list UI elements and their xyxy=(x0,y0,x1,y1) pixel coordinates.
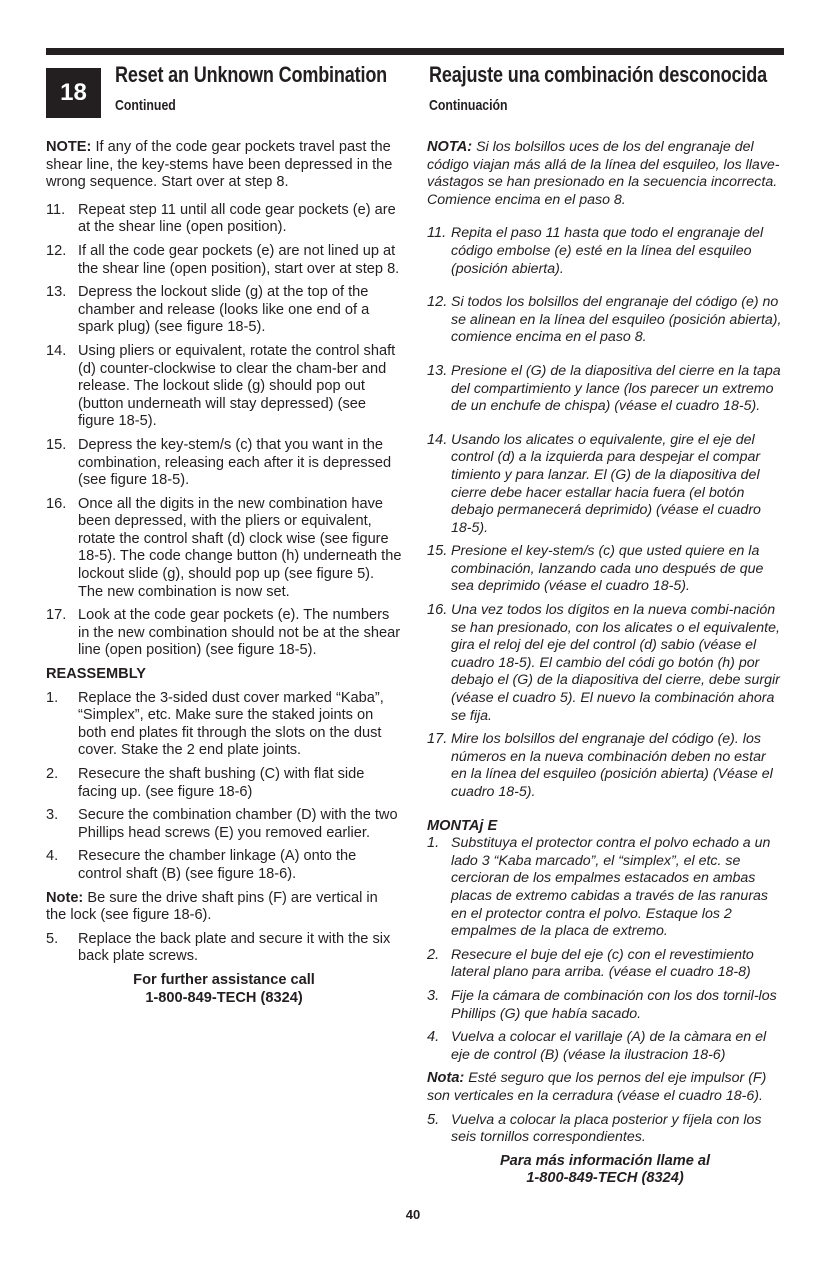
reassembly-step-en-1: 1. Replace the 3-sided dust cover marked “Kaba”, “Simplex”, etc. Make sure the staked joints on both end plates fit through the slots on the dust cover. Stake the 2 end plate joints. xyxy=(46,689,384,759)
reassembly-step-es-5: 5. Vuelva a colocar la placa posterior y fíjela con los seis tornillos correspondientes. xyxy=(427,1111,762,1146)
step-en-11: 11. Repeat step 11 until all code gear pockets (e) are at the shear line (open position). xyxy=(46,201,396,236)
reassembly-step-es-1: 1. Substituya el protector contra el polvo echado a un lado 3 “Kaba marcado”, el “simplex”, el etc. se cercioran de los empalmes estacados en ambas placas de extremo cabidas a través de las ranuras en el protector contra el polvo. Estaque los 2 empalmes de la placa de extremo. xyxy=(427,835,771,940)
step-en-15: 15. Depress the key-stem/s (c) that you want in the combination, releasing each after it is depressed (see figure 18-5). xyxy=(46,436,392,489)
note-es: NOTA: Si los bolsillos uces de los del engranaje del código viajan más allá de la línea del esquileo, los llave-vástagos se han presionado en la secuencia incorrecta. Comience encima en el paso 8. xyxy=(427,139,780,208)
step-en-12: 12. If all the code gear pockets (e) are not lined up at the shear line (open position), start over at step 8. xyxy=(46,242,400,277)
step-es-15: 15. Presione el key-stem/s (c) que usted quiere en la combinación, lanzando cada uno después de que sea deprimido (véase el cuadro 18-5). xyxy=(427,543,764,595)
top-rule xyxy=(46,48,784,55)
step-es-14: 14. Usando los alicates o equivalente, gire el eje del control (d) a la izquierda para despejar el compar timiento y para lanzar. El (G) de la diapositiva del cierre debe hacer estallar hacia fuera (el botón debajo permanecerá deprimido) (véase el cuadro 18-5). xyxy=(427,431,761,536)
reassembly-step-es-2: 2. Resecure el buje del eje (c) con el revestimiento lateral plano para arriba. (véase el cuadro 18-8) xyxy=(427,946,754,981)
step-es-11: 11. Repita el paso 11 hasta que todo el engranaje del código embolse (e) esté en la línea del esquileo (posición abierta). xyxy=(427,225,764,277)
step-es-17: 17. Mire los bolsillos del engranaje del código (e). los números en la nueva combinación deben no estar en la línea del esquileo (posición abierta) (Véase el cuadro 18-5). xyxy=(427,731,773,800)
assistance-en-line1: For further assistance call xyxy=(133,971,315,988)
reassembly-step-es-3: 3. Fije la cámara de combinación con los dos tornil-los Phillips (G) que había sacado. xyxy=(427,987,777,1022)
assistance-en-phone: 1-800-849-TECH (8324) xyxy=(145,989,303,1006)
section-number-badge: 18 xyxy=(46,68,101,118)
reassembly-step-en-4: 4. Resecure the chamber linkage (A) onto the control shaft (B) (see figure 18-6). xyxy=(46,848,357,882)
reassembly-step-en-5: 5. Replace the back plate and secure it with the six back plate screws. xyxy=(46,930,391,965)
title-en: Reset an Unknown Combination xyxy=(115,62,388,87)
step-en-17: 17. Look at the code gear pockets (e). The numbers in the new combination should not be at the shear line (open position) (see figure 18-5). xyxy=(46,607,401,659)
reassembly-step-en-3: 3. Secure the combination chamber (D) with the two Phillips head screws (E) you removed earlier. xyxy=(46,807,398,841)
note2-en: Note: Be sure the drive shaft pins (F) are vertical in the lock (see figure 18-6). xyxy=(46,889,378,924)
assistance-es-line1: Para más información llame al xyxy=(499,1152,711,1169)
page-number: 40 xyxy=(405,1207,421,1222)
assistance-en xyxy=(46,972,402,1007)
subtitle-en: Continued xyxy=(115,97,176,114)
title-es: Reajuste una combinación desconocida xyxy=(429,62,767,87)
step-en-14: 14. Using pliers or equivalent, rotate the control shaft (d) counter-clockwise to clear the cham-ber and release. The lockout slide (g) should pop out (button underneath will stay depressed) (see figure 18-5). xyxy=(46,342,396,430)
reassembly-step-en-2: 2. Resecure the shaft bushing (C) with flat side facing up. (see figure 18-6) xyxy=(46,766,365,800)
reassembly-step-es-4: 4. Vuelva a colocar el varillaje (A) de la càmara en el eje de control (B) (véase la ilustracion 18-6) xyxy=(427,1029,767,1063)
step-en-13: 13. Depress the lockout slide (g) at the top of the chamber and release (looks like one end of a spark plug) (see figure 18-5). xyxy=(46,284,370,336)
reassembly-heading-es: MONTAj E xyxy=(427,817,498,834)
note-en: NOTE: If any of the code gear pockets travel past the shear line, the key-stems have been depressed in the wrong sequence. Start over at step 8. xyxy=(46,139,393,191)
step-es-13: 13. Presione el (G) de la diapositiva del cierre en la tapa del compartimiento y lance (los parecer un extremo de un enchufe de chispa) (véase el cuadro 18-5). xyxy=(427,362,781,415)
spanish-column xyxy=(427,139,783,1188)
step-es-12: 12. Si todos los bolsillos del engranaje del código (e) no se alinean en la línea del esquileo (posición abierta), comience encima en el paso 8. xyxy=(427,294,782,346)
assistance-es xyxy=(427,1153,783,1188)
subtitle-es: Continuación xyxy=(429,97,508,114)
note2-es: Nota: Esté seguro que los pernos del eje impulsor (F) son verticales en la cerradura (véase el cuadro 18-6). xyxy=(427,1070,767,1104)
reassembly-heading-en: REASSEMBLY xyxy=(46,666,147,683)
english-column xyxy=(46,139,402,1007)
assistance-es-phone: 1-800-849-TECH (8324) xyxy=(526,1170,684,1187)
step-es-16: 16. Una vez todos los dígitos en la nueva combi-nación se han presionado, con los alicates o el equivalente, gira el reloj del eje del control (d) sabio (véase el cuadro 18-5). El cambio del códi go botón (h) por debajo el (G) de la diapositiva del cierre, debe surgir (véase el cuadro 5). El nuevo la combinación ahora se fija. xyxy=(427,602,780,724)
step-en-16: 16. Once all the digits in the new combination have been depressed, with the pliers or equivalent, rotate the control shaft (d) clock wise (see figure 18-5). The code change button (h) underneath the lockout slide (g), should pop up (see figure 5). The new combination is now set. xyxy=(46,495,402,600)
